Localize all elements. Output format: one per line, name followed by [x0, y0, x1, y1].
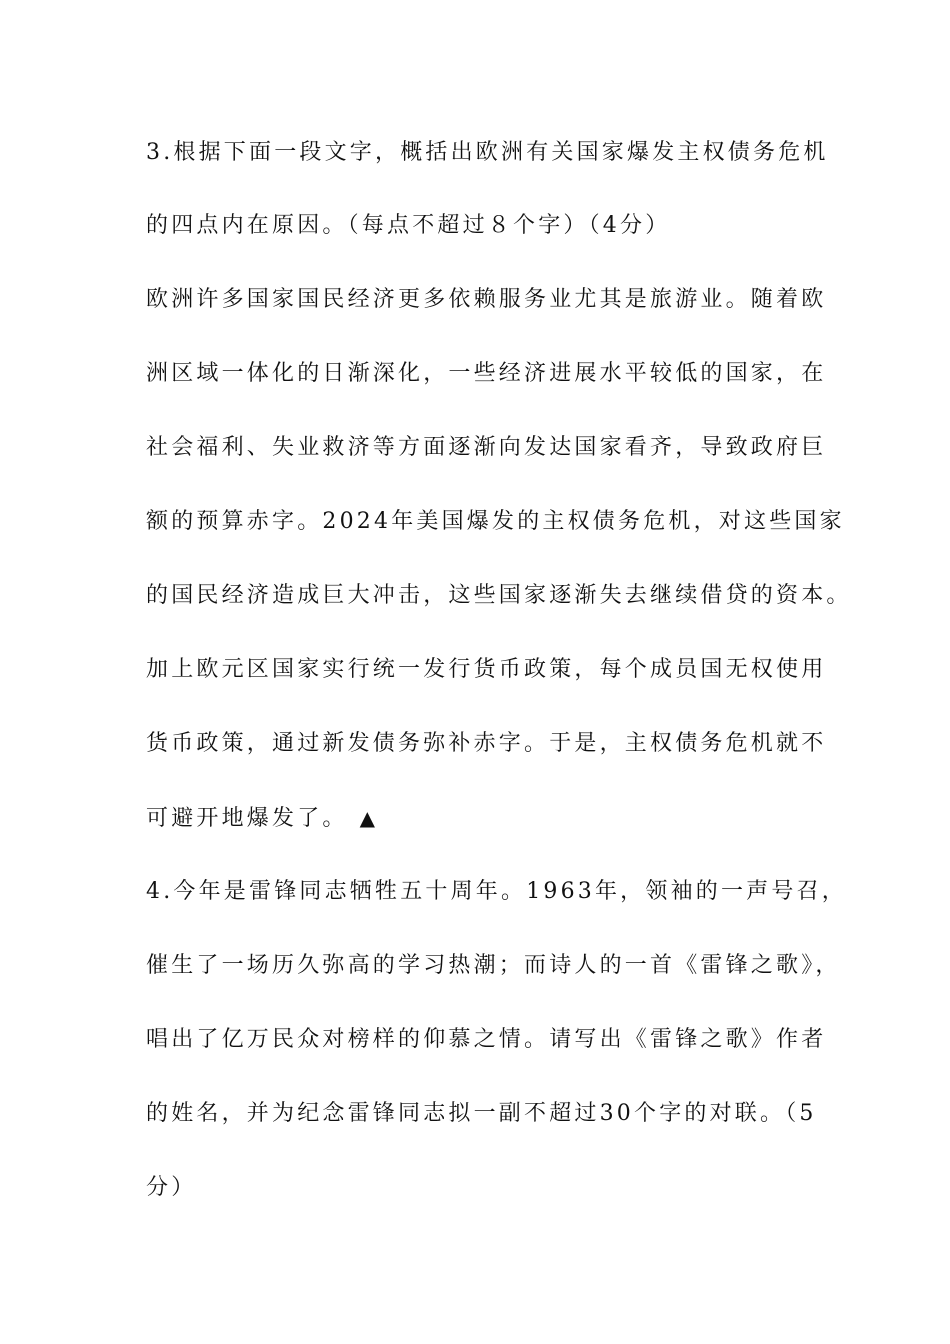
passage-line-6: 加上欧元区国家实行统一发行货币政策，每个成员国无权使用 — [146, 657, 827, 682]
answer-marker-triangle-icon: ▲ — [359, 806, 375, 830]
passage-line-3: 社会福利、失业救济等方面逐渐向发达国家看齐，导致政府巨 — [146, 435, 827, 460]
passage-line-7: 货币政策，通过新发债务弥补赤字。于是，主权债务危机就不 — [146, 731, 827, 756]
question-3-prompt-line-1: 3.根据下面一段文字，概括出欧洲有关国家爆发主权债务危机 — [146, 140, 829, 165]
question-4-line-4: 的姓名，并为纪念雷锋同志拟一副不超过30个字的对联。（5 — [146, 1101, 817, 1126]
passage-line-8 — [146, 803, 826, 834]
question-4-line-3: 唱出了亿万民众对榜样的仰慕之情。请写出《雷锋之歌》作者 — [146, 1027, 827, 1052]
passage-line-1: 欧洲许多国家国民经济更多依赖服务业尤其是旅游业。随着欧 — [146, 287, 827, 312]
question-3-prompt-line-2: 的四点内在原因。（每点不超过８个字）（4分） — [146, 213, 671, 238]
passage-line-2: 洲区域一体化的日渐深化，一些经济进展水平较低的国家，在 — [146, 361, 827, 386]
passage-line-8-text: 可避开地爆发了。 — [146, 806, 348, 831]
passage-line-5: 的国民经济造成巨大冲击，这些国家逐渐失去继续借贷的资本。 — [146, 583, 852, 608]
passage-line-4: 额的预算赤字。2024年美国爆发的主权债务危机，对这些国家 — [146, 509, 845, 534]
question-4-line-5: 分） — [146, 1175, 197, 1200]
question-4-line-2: 催生了一场历久弥高的学习热潮；而诗人的一首《雷锋之歌》， — [146, 953, 841, 978]
question-4-line-1: 4.今年是雷锋同志牺牲五十周年。1963年，领袖的一声号召， — [146, 879, 847, 904]
